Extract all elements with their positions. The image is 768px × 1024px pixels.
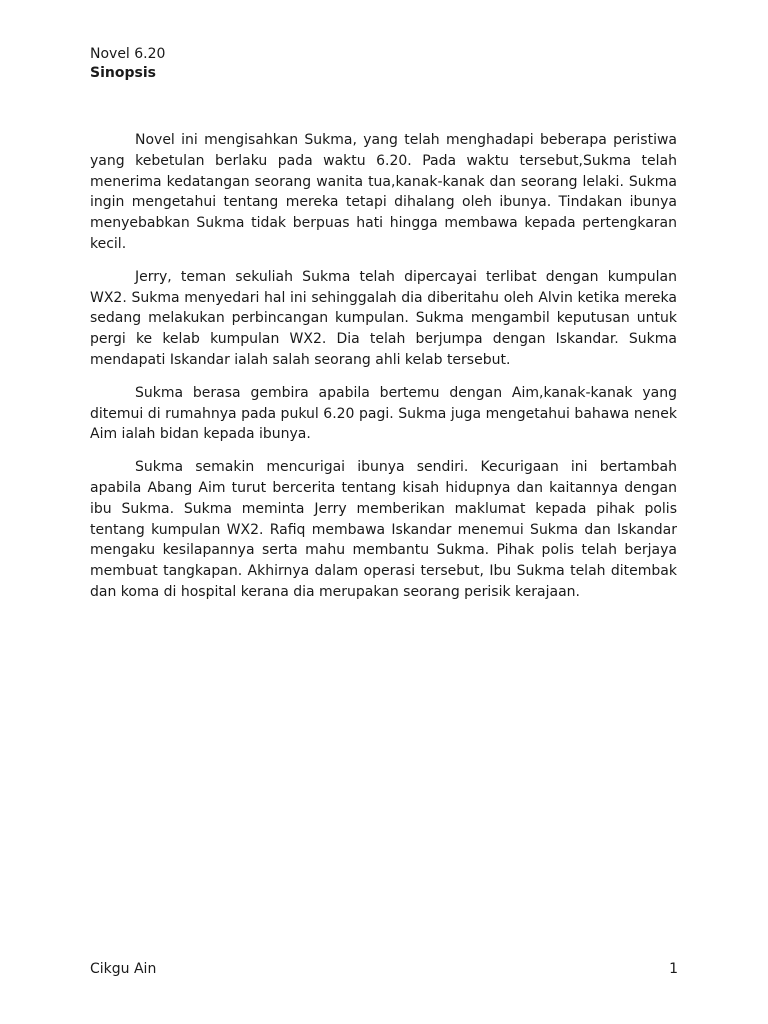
paragraph-1: Novel ini mengisahkan Sukma, yang telah menghadapi beberapa peristiwa yang kebetulan berlaku pada waktu 6.20. Pada waktu tersebut,Sukma telah menerima kedatangan seorang wanita tua,kanak-kanak dan seorang lelaki. Sukma ingin mengetahui tentang mereka tetapi dihalang oleh ibunya. Tindakan ibunya menyebabkan Sukma tidak berpuas hati hingga membawa kepada pertengkaran kecil. [90,132,677,252]
footer-author: Cikgu Ain [90,961,157,977]
document-title: Sinopsis [90,65,156,81]
paragraph-3: Sukma berasa gembira apabila bertemu dengan Aim,kanak-kanak yang ditemui di rumahnya pada pukul 6.20 pagi. Sukma juga mengetahui bahawa nenek Aim ialah bidan kepada ibunya. [90,384,677,443]
paragraph-2: Jerry, teman sekuliah Sukma telah dipercayai terlibat dengan kumpulan WX2. Sukma menyedari hal ini sehinggalah dia diberitahu oleh Alvin ketika mereka sedang melakukan perbincangan kumpulan. Sukma mengambil keputusan untuk pergi ke kelab kumpulan WX2. Dia telah berjumpa dengan Iskandar. Sukma mendapati Iskandar ialah salah seorang ahli kelab tersebut. [90,268,677,368]
synopsis-body [90,130,677,615]
document-label: Novel 6.20 [90,46,166,62]
paragraph-4: Sukma semakin mencurigai ibunya sendiri. Kecurigaan ini bertambah apabila Abang Aim turut bercerita tentang kisah hidupnya dan kaitannya dengan ibu Sukma. Sukma meminta Jerry memberikan maklumat kepada pihak polis tentang kumpulan WX2. Rafiq membawa Iskandar menemui Sukma dan Iskandar mengaku kesilapannya serta mahu membantu Sukma. Pihak polis telah berjaya membuat tangkapan. Akhirnya dalam operasi tersebut, Ibu Sukma telah ditembak dan koma di hospital kerana dia merupakan seorang perisik kerajaan. [90,459,677,600]
footer-page-number: 1 [669,961,678,977]
